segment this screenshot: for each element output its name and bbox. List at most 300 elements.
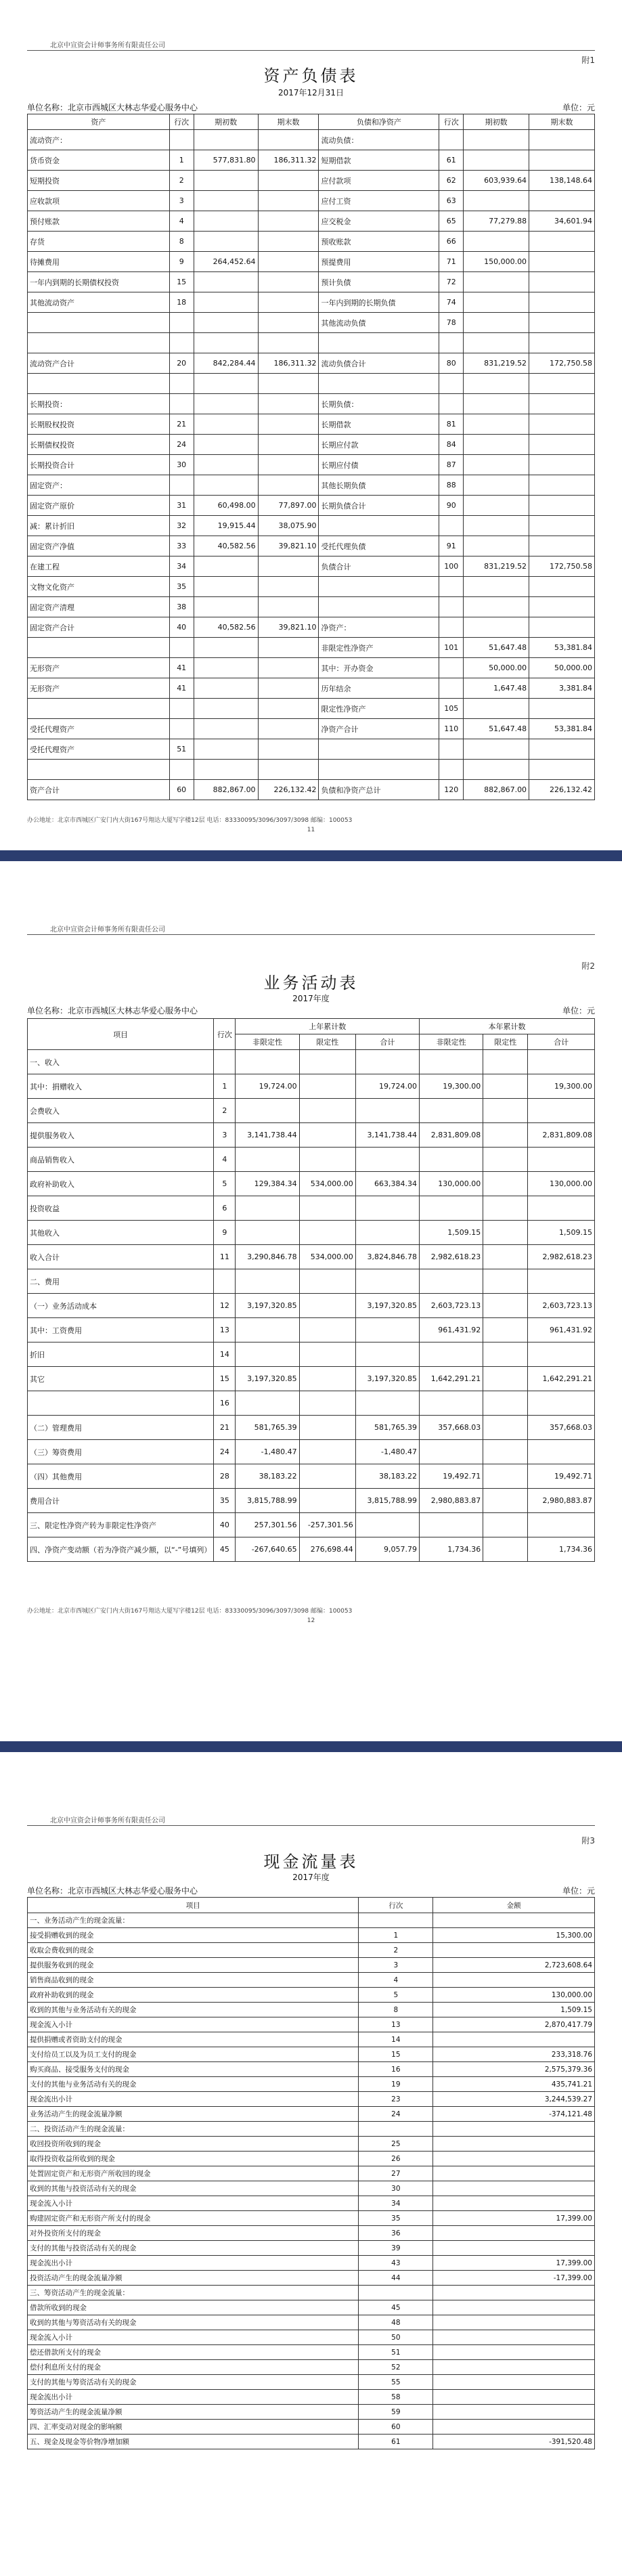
activity-title: 业务活动表 xyxy=(263,974,359,992)
table-cell: 三、限定性净资产转为非限定性净资产 xyxy=(28,1513,214,1537)
table-cell xyxy=(433,2375,595,2390)
table-cell: 流动资产合计 xyxy=(28,353,170,374)
table-cell: 2,575,379.36 xyxy=(433,2062,595,2077)
table-cell xyxy=(483,1464,528,1489)
table-cell xyxy=(483,1269,528,1294)
table-row xyxy=(28,2226,595,2241)
table-row xyxy=(28,171,595,191)
table-cell: 55 xyxy=(359,2375,433,2390)
table-cell: 130,000.00 xyxy=(419,1172,483,1196)
table-cell: 预计负债 xyxy=(319,272,439,292)
table-row xyxy=(28,2017,595,2032)
firm-header: 北京中宣资会计师事务所有限责任公司 xyxy=(50,1817,165,1825)
table-cell: 1,734.36 xyxy=(528,1537,595,1562)
table-cell xyxy=(194,760,258,780)
table-cell xyxy=(439,374,464,394)
table-cell: 在建工程 xyxy=(28,556,170,577)
table-cell xyxy=(419,1050,483,1074)
table-cell: 流动资产： xyxy=(28,130,170,150)
table-cell xyxy=(28,760,170,780)
table-cell xyxy=(258,475,319,496)
table-cell: （一）业务活动成本 xyxy=(28,1294,214,1318)
table-row xyxy=(28,1537,595,1562)
table-cell: 四、汇率变动对现金的影响额 xyxy=(28,2420,359,2435)
table-cell xyxy=(464,394,529,414)
table-cell: 1,642,291.21 xyxy=(528,1367,595,1391)
table-cell xyxy=(319,760,439,780)
table-row xyxy=(28,1221,595,1245)
table-row xyxy=(28,475,595,496)
table-cell: 购买商品、接受服务支付的现金 xyxy=(28,2062,359,2077)
table-cell: 53,381.84 xyxy=(529,638,595,658)
table-row xyxy=(28,2435,595,2449)
table-cell: 12 xyxy=(214,1294,236,1318)
table-cell xyxy=(169,638,194,658)
table-row xyxy=(28,211,595,232)
table-cell: 61 xyxy=(439,150,464,171)
group-header: 上年累计数 xyxy=(236,1019,420,1034)
balance-title: 资产负债表 xyxy=(263,66,359,85)
table-row xyxy=(28,455,595,475)
table-cell xyxy=(433,2360,595,2375)
table-row xyxy=(28,1391,595,1416)
table-cell: 3,197,320.85 xyxy=(236,1294,299,1318)
footer-address: 办公地址：北京市西城区广安门内大街167号翔达大厦写字楼12层 电话：83330095/3096/3097/3098 邮编：100053 xyxy=(27,817,353,824)
table-cell: 435,741.21 xyxy=(433,2077,595,2092)
table-cell xyxy=(28,333,170,353)
table-cell: 固定资产净值 xyxy=(28,536,170,556)
table-cell: 276,698.44 xyxy=(299,1537,355,1562)
table-cell xyxy=(169,130,194,150)
table-cell: 15,300.00 xyxy=(433,1928,595,1943)
table-cell xyxy=(483,1342,528,1367)
table-cell xyxy=(419,1513,483,1537)
table-cell xyxy=(529,617,595,638)
page-separator xyxy=(0,1741,622,1752)
page-mark: 附2 xyxy=(581,961,595,971)
table-cell xyxy=(236,1342,299,1367)
table-row xyxy=(28,1913,595,1928)
table-cell: 预提费用 xyxy=(319,252,439,272)
table-cell: 收到的其他与投资活动有关的现金 xyxy=(28,2181,359,2196)
table-row xyxy=(28,496,595,516)
table-cell: 长期应付款 xyxy=(319,435,439,455)
table-cell: 现金流出小计 xyxy=(28,2092,359,2107)
table-cell xyxy=(433,2300,595,2315)
table-row xyxy=(28,2047,595,2062)
table-cell xyxy=(258,577,319,597)
page-separator xyxy=(0,850,622,861)
table-cell: -17,399.00 xyxy=(433,2271,595,2286)
table-cell xyxy=(433,2420,595,2435)
table-cell xyxy=(299,1269,355,1294)
table-cell: 84 xyxy=(439,435,464,455)
table-cell: 50,000.00 xyxy=(529,658,595,678)
table-cell: 短期借款 xyxy=(319,150,439,171)
table-cell: 101 xyxy=(439,638,464,658)
table-row xyxy=(28,2062,595,2077)
table-cell: 603,939.64 xyxy=(464,171,529,191)
table-cell: 折旧 xyxy=(28,1342,214,1367)
table-cell: 3,141,738.44 xyxy=(355,1123,419,1148)
table-cell: 1,509.15 xyxy=(433,2003,595,2017)
table-cell: 限定性净资产 xyxy=(319,699,439,719)
page-number: 11 xyxy=(307,827,315,833)
firm-header: 北京中宣资会计师事务所有限责任公司 xyxy=(50,42,165,49)
table-cell xyxy=(439,739,464,760)
table-cell: 60 xyxy=(169,780,194,800)
table-row xyxy=(28,232,595,252)
table-cell xyxy=(464,333,529,353)
table-cell: 对外投资所支付的现金 xyxy=(28,2226,359,2241)
table-cell xyxy=(258,658,319,678)
table-cell: 226,132.42 xyxy=(258,780,319,800)
page-footer xyxy=(27,1606,595,1624)
table-cell: 购建固定资产和无形资产所支付的现金 xyxy=(28,2211,359,2226)
table-cell: 1,642,291.21 xyxy=(419,1367,483,1391)
table-cell xyxy=(439,597,464,617)
table-cell xyxy=(433,2181,595,2196)
table-row xyxy=(28,678,595,699)
table-cell xyxy=(433,2226,595,2241)
table-cell: -257,301.56 xyxy=(299,1513,355,1537)
table-cell xyxy=(433,2286,595,2300)
table-cell: 172,750.58 xyxy=(529,556,595,577)
table-cell xyxy=(464,760,529,780)
page-mark: 附1 xyxy=(581,56,595,65)
table-row xyxy=(28,1988,595,2003)
cashflow-title: 现金流量表 xyxy=(263,1852,359,1871)
table-cell: 二、费用 xyxy=(28,1269,214,1294)
table-cell: 35 xyxy=(214,1489,236,1513)
table-cell: 长期股权投资 xyxy=(28,414,170,435)
table-row xyxy=(28,333,595,353)
table-cell: 120 xyxy=(439,780,464,800)
table-row xyxy=(28,739,595,760)
table-cell xyxy=(433,2122,595,2137)
table-cell xyxy=(433,2152,595,2166)
table-cell: 961,431.92 xyxy=(419,1318,483,1342)
table-cell xyxy=(483,1367,528,1391)
table-cell: 取得投资收益所收到的现金 xyxy=(28,2152,359,2166)
table-cell xyxy=(169,475,194,496)
table-cell: 53,381.84 xyxy=(529,719,595,739)
table-cell xyxy=(299,1391,355,1416)
table-cell: 其他收入 xyxy=(28,1221,214,1245)
table-cell: 61 xyxy=(359,2435,433,2449)
table-cell xyxy=(483,1318,528,1342)
col-header: 限定性 xyxy=(483,1034,528,1050)
table-cell: 固定资产： xyxy=(28,475,170,496)
table-cell: 3,290,846.78 xyxy=(236,1245,299,1269)
table-cell: 资产合计 xyxy=(28,780,170,800)
table-cell: 支付给员工以及为员工支付的现金 xyxy=(28,2047,359,2062)
table-cell xyxy=(529,699,595,719)
table-row xyxy=(28,1928,595,1943)
table-cell: 34,601.94 xyxy=(529,211,595,232)
table-cell: 负债合计 xyxy=(319,556,439,577)
table-cell: 80 xyxy=(439,353,464,374)
table-cell xyxy=(194,211,258,232)
table-row xyxy=(28,252,595,272)
table-cell xyxy=(419,1342,483,1367)
table-cell: 3 xyxy=(169,191,194,211)
table-cell: 长期投资合计 xyxy=(28,455,170,475)
table-cell: 处置固定资产和无形资产所收回的现金 xyxy=(28,2166,359,2181)
table-cell xyxy=(359,2286,433,2300)
table-row xyxy=(28,760,595,780)
table-cell: 一年内到期的长期负债 xyxy=(319,292,439,313)
table-cell: 现金流出小计 xyxy=(28,2390,359,2405)
table-cell: 其他流动资产 xyxy=(28,292,170,313)
table-cell xyxy=(169,374,194,394)
table-row xyxy=(28,2092,595,2107)
table-cell xyxy=(194,577,258,597)
table-cell: 72 xyxy=(439,272,464,292)
table-row xyxy=(28,2405,595,2420)
table-cell: 无形资产 xyxy=(28,658,170,678)
table-cell xyxy=(194,394,258,414)
table-cell xyxy=(529,191,595,211)
table-cell xyxy=(236,1318,299,1342)
table-cell: 38,183.22 xyxy=(355,1464,419,1489)
table-cell xyxy=(439,760,464,780)
table-cell xyxy=(528,1440,595,1464)
table-cell: 现金流出小计 xyxy=(28,2256,359,2271)
table-cell: 60,498.00 xyxy=(194,496,258,516)
table-cell xyxy=(258,374,319,394)
table-cell xyxy=(529,272,595,292)
table-cell xyxy=(439,394,464,414)
table-cell: 1,647.48 xyxy=(464,678,529,699)
table-cell: 150,000.00 xyxy=(464,252,529,272)
table-cell: 13 xyxy=(214,1318,236,1342)
table-cell: 24 xyxy=(214,1440,236,1464)
table-cell: 短期投资 xyxy=(28,171,170,191)
table-cell xyxy=(464,597,529,617)
table-cell xyxy=(464,374,529,394)
table-cell xyxy=(258,130,319,150)
table-cell: 5 xyxy=(214,1172,236,1196)
table-cell xyxy=(299,1221,355,1245)
table-cell xyxy=(258,211,319,232)
table-cell: 18 xyxy=(169,292,194,313)
table-cell: 存货 xyxy=(28,232,170,252)
table-cell xyxy=(299,1050,355,1074)
table-cell xyxy=(359,1913,433,1928)
table-cell xyxy=(464,272,529,292)
table-cell: （四）其他费用 xyxy=(28,1464,214,1489)
table-row xyxy=(28,699,595,719)
table-row xyxy=(28,2166,595,2181)
table-cell xyxy=(194,414,258,435)
table-cell xyxy=(258,455,319,475)
table-cell: 24 xyxy=(359,2107,433,2122)
table-cell: 1 xyxy=(214,1074,236,1099)
col-header: 行次 xyxy=(359,1898,433,1913)
table-cell: 现金流入小计 xyxy=(28,2196,359,2211)
table-cell: 40,582.56 xyxy=(194,536,258,556)
col-header: 非限定性 xyxy=(236,1034,299,1050)
table-cell xyxy=(258,414,319,435)
table-cell xyxy=(169,719,194,739)
table-cell xyxy=(439,516,464,536)
table-row xyxy=(28,2196,595,2211)
table-cell xyxy=(169,394,194,414)
table-cell: 收取会费收到的现金 xyxy=(28,1943,359,1958)
table-cell: 固定资产合计 xyxy=(28,617,170,638)
table-cell xyxy=(28,313,170,333)
table-cell xyxy=(194,232,258,252)
table-cell: 17,399.00 xyxy=(433,2256,595,2271)
table-cell xyxy=(529,394,595,414)
table-cell: 842,284.44 xyxy=(194,353,258,374)
table-row xyxy=(28,2122,595,2137)
table-cell xyxy=(529,760,595,780)
table-cell: 提供服务收到的现金 xyxy=(28,1958,359,1973)
table-cell xyxy=(529,130,595,150)
table-cell xyxy=(483,1416,528,1440)
table-cell xyxy=(529,414,595,435)
table-cell: -391,520.48 xyxy=(433,2435,595,2449)
table-cell xyxy=(258,272,319,292)
table-cell xyxy=(194,333,258,353)
table-cell xyxy=(483,1245,528,1269)
table-cell: -1,480.47 xyxy=(236,1440,299,1464)
table-cell xyxy=(258,699,319,719)
table-row xyxy=(28,2390,595,2405)
table-cell xyxy=(258,171,319,191)
table-cell xyxy=(483,1099,528,1123)
table-cell: 减：累计折旧 xyxy=(28,516,170,536)
table-cell xyxy=(355,1099,419,1123)
table-cell: 581,765.39 xyxy=(236,1416,299,1440)
table-cell: 2,723,608.64 xyxy=(433,1958,595,1973)
table-cell: 其他长期负债 xyxy=(319,475,439,496)
table-cell: 4 xyxy=(359,1973,433,1988)
table-cell: 11 xyxy=(214,1245,236,1269)
header-rule xyxy=(27,1825,595,1826)
table-cell: 3,815,788.99 xyxy=(355,1489,419,1513)
table-cell xyxy=(236,1050,299,1074)
table-cell: 51,647.48 xyxy=(464,719,529,739)
table-cell: 65 xyxy=(439,211,464,232)
table-cell: 39,821.10 xyxy=(258,536,319,556)
table-cell: 51,647.48 xyxy=(464,638,529,658)
table-cell: 9 xyxy=(169,252,194,272)
table-row xyxy=(28,2003,595,2017)
table-row xyxy=(28,313,595,333)
table-row xyxy=(28,658,595,678)
table-row xyxy=(28,2271,595,2286)
table-cell xyxy=(483,1513,528,1537)
table-cell xyxy=(28,699,170,719)
table-row xyxy=(28,2315,595,2330)
table-cell xyxy=(464,150,529,171)
table-cell: -267,640.65 xyxy=(236,1537,299,1562)
table-cell xyxy=(529,313,595,333)
table-cell xyxy=(258,435,319,455)
table-cell: 20 xyxy=(169,353,194,374)
table-cell: 历年结余 xyxy=(319,678,439,699)
table-cell: 21 xyxy=(169,414,194,435)
table-cell: 882,867.00 xyxy=(194,780,258,800)
table-cell: 1 xyxy=(169,150,194,171)
table-cell xyxy=(28,374,170,394)
table-cell xyxy=(194,475,258,496)
table-cell: 831,219.52 xyxy=(464,353,529,374)
table-cell: 2,980,883.87 xyxy=(528,1489,595,1513)
table-row xyxy=(28,272,595,292)
table-cell: 提供服务收入 xyxy=(28,1123,214,1148)
table-cell xyxy=(194,171,258,191)
table-cell xyxy=(194,292,258,313)
table-cell: 3,244,539.27 xyxy=(433,2092,595,2107)
table-cell: 3,824,846.78 xyxy=(355,1245,419,1269)
table-cell: 19,724.00 xyxy=(236,1074,299,1099)
table-cell xyxy=(236,1391,299,1416)
table-cell: 357,668.03 xyxy=(419,1416,483,1440)
table-cell: 882,867.00 xyxy=(464,780,529,800)
table-cell xyxy=(433,1913,595,1928)
table-cell: 2 xyxy=(214,1099,236,1123)
table-cell xyxy=(299,1074,355,1099)
table-row xyxy=(28,780,595,800)
table-cell xyxy=(258,556,319,577)
table-cell xyxy=(258,678,319,699)
table-cell: 无形资产 xyxy=(28,678,170,699)
table-cell xyxy=(439,333,464,353)
table-row xyxy=(28,1172,595,1196)
table-cell xyxy=(433,2390,595,2405)
table-cell xyxy=(464,516,529,536)
table-cell: 投资收益 xyxy=(28,1196,214,1221)
table-cell: 负债和净资产总计 xyxy=(319,780,439,800)
table-cell: 政府补助收入 xyxy=(28,1172,214,1196)
table-cell: 固定资产清理 xyxy=(28,597,170,617)
table-cell: 21 xyxy=(214,1416,236,1440)
table-cell xyxy=(528,1099,595,1123)
table-cell xyxy=(299,1464,355,1489)
table-cell: 14 xyxy=(359,2032,433,2047)
table-cell: 净资产： xyxy=(319,617,439,638)
activity-unit-line xyxy=(27,1005,595,1016)
table-row xyxy=(28,1245,595,1269)
table-cell: 会费收入 xyxy=(28,1099,214,1123)
table-cell: 3,197,320.85 xyxy=(355,1367,419,1391)
table-cell: 44 xyxy=(359,2271,433,2286)
col-header: 限定性 xyxy=(299,1034,355,1050)
table-row xyxy=(28,1342,595,1367)
table-cell: 62 xyxy=(439,171,464,191)
table-cell: 51 xyxy=(359,2345,433,2360)
balance-date: 2017年12月31日 xyxy=(277,88,345,97)
table-cell: 25 xyxy=(359,2137,433,2152)
col-header: 期初数 xyxy=(464,114,529,130)
table-cell xyxy=(483,1172,528,1196)
table-cell xyxy=(258,333,319,353)
table-cell: 19,492.71 xyxy=(419,1464,483,1489)
table-cell: 应交税金 xyxy=(319,211,439,232)
table-cell xyxy=(236,1148,299,1172)
table-cell: 1,509.15 xyxy=(528,1221,595,1245)
table-cell: 40,582.56 xyxy=(194,617,258,638)
table-cell: 74 xyxy=(439,292,464,313)
table-cell xyxy=(529,252,595,272)
table-cell: 固定资产原价 xyxy=(28,496,170,516)
table-cell: 186,311.32 xyxy=(258,353,319,374)
table-cell xyxy=(319,597,439,617)
